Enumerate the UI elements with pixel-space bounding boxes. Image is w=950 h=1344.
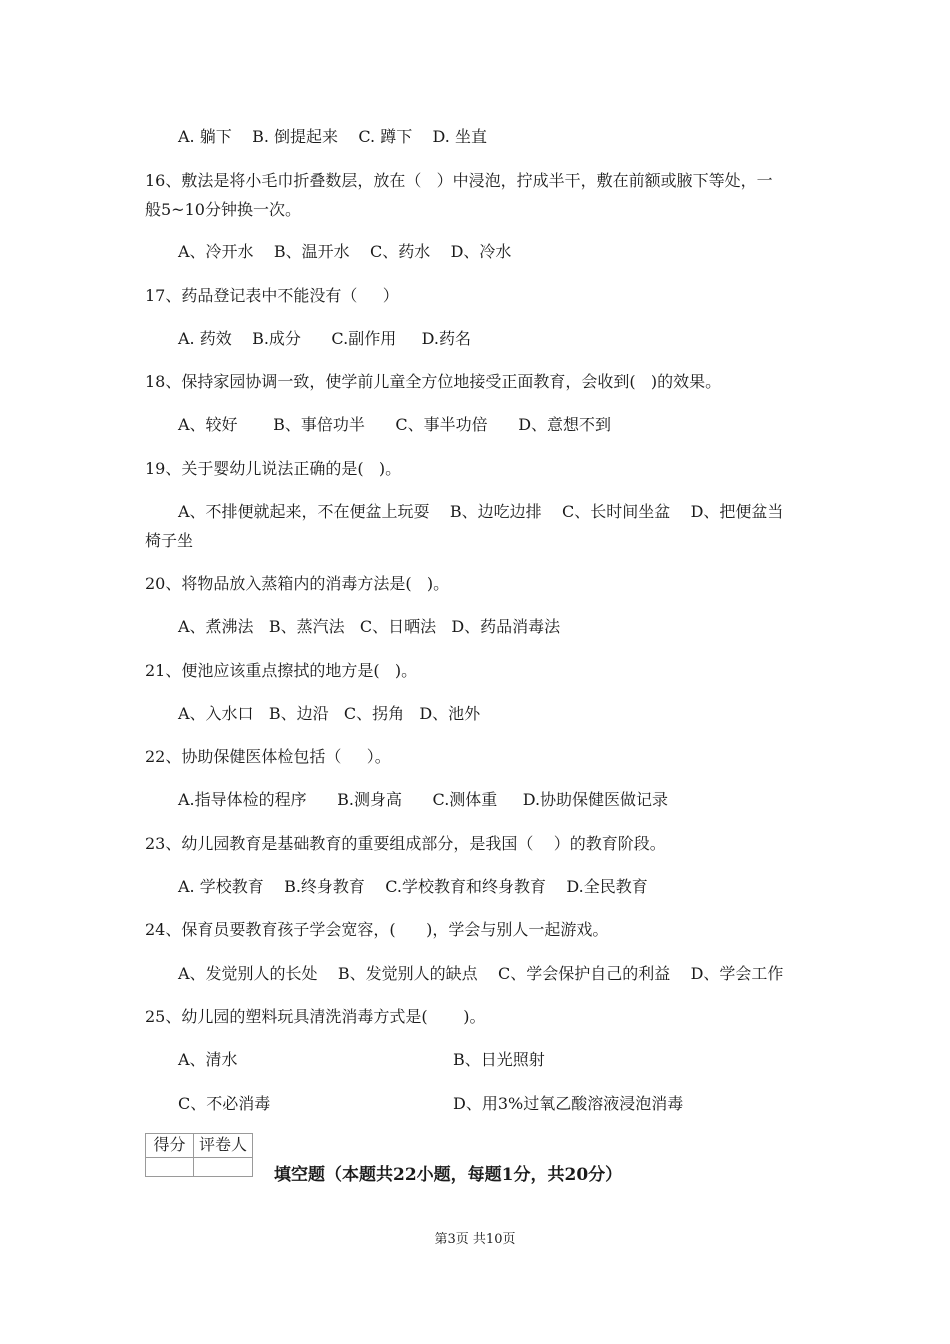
- score-cell: [146, 1158, 194, 1176]
- q17-text: 17、药品登记表中不能没有（ ）: [145, 286, 399, 305]
- page-footer: 第3页 共10页: [434, 1232, 516, 1247]
- q17-options: A. 药效 B.成分 C.副作用 D.药名: [178, 329, 471, 348]
- q24-text: 24、保育员要教育孩子学会宽容，( )，学会与别人一起游戏。: [145, 920, 609, 939]
- q25-text: 25、幼儿园的塑料玩具清洗消毒方式是( )。: [145, 1007, 486, 1026]
- q16-text-cont: 般5~10分钟换一次。: [145, 200, 301, 219]
- q19-options-cont: 椅子坐: [145, 531, 194, 550]
- q20-text: 20、将物品放入蒸箱内的消毒方法是( )。: [145, 574, 450, 593]
- q19-options: A、不排便就起来，不在便盆上玩耍 B、边吃边排 C、长时间坐盆 D、把便盆当: [178, 502, 784, 521]
- q16-text: 16、敷法是将小毛巾折叠数层，放在（ ）中浸泡，拧成半干，敷在前额或腋下等处，一: [145, 171, 773, 190]
- q16-options: A、冷开水 B、温开水 C、药水 D、冷水: [178, 242, 512, 261]
- score-box: [145, 1133, 253, 1177]
- q24-options: A、发觉别人的长处 B、发觉别人的缺点 C、学会保护自己的利益 D、学会工作: [178, 964, 784, 983]
- q25-option-a: A、清水: [178, 1050, 238, 1069]
- score-label: 得分: [146, 1134, 194, 1158]
- q25-option-d: D、用3%过氧乙酸溶液浸泡消毒: [453, 1094, 684, 1113]
- q25-option-b: B、日光照射: [453, 1050, 545, 1069]
- q22-text: 22、协助保健医体检包括（ ）。: [145, 747, 391, 766]
- q18-text: 18、保持家园协调一致，使学前儿童全方位地接受正面教育，会收到( )的效果。: [145, 372, 722, 391]
- q19-text: 19、关于婴幼儿说法正确的是( )。: [145, 459, 402, 478]
- q18-options: A、较好 B、事倍功半 C、事半功倍 D、意想不到: [178, 415, 612, 434]
- q21-text: 21、便池应该重点擦拭的地方是( )。: [145, 661, 418, 680]
- q23-options: A. 学校教育 B.终身教育 C.学校教育和终身教育 D.全民教育: [178, 877, 648, 896]
- section-title: 填空题（本题共22小题，每题1分，共20分）: [274, 1165, 623, 1185]
- q21-options: A、入水口 B、边沿 C、拐角 D、池外: [178, 704, 481, 723]
- reviewer-cell: [194, 1158, 252, 1176]
- q23-text: 23、幼儿园教育是基础教育的重要组成部分，是我国（ ）的教育阶段。: [145, 834, 666, 853]
- reviewer-label: 评卷人: [194, 1134, 252, 1158]
- q15-options: A. 躺下 B. 倒提起来 C. 蹲下 D. 坐直: [178, 127, 487, 146]
- q22-options: A.指导体检的程序 B.测身高 C.测体重 D.协助保健医做记录: [178, 790, 669, 809]
- q20-options: A、煮沸法 B、蒸汽法 C、日晒法 D、药品消毒法: [178, 617, 561, 636]
- q25-option-c: C、不必消毒: [178, 1094, 271, 1113]
